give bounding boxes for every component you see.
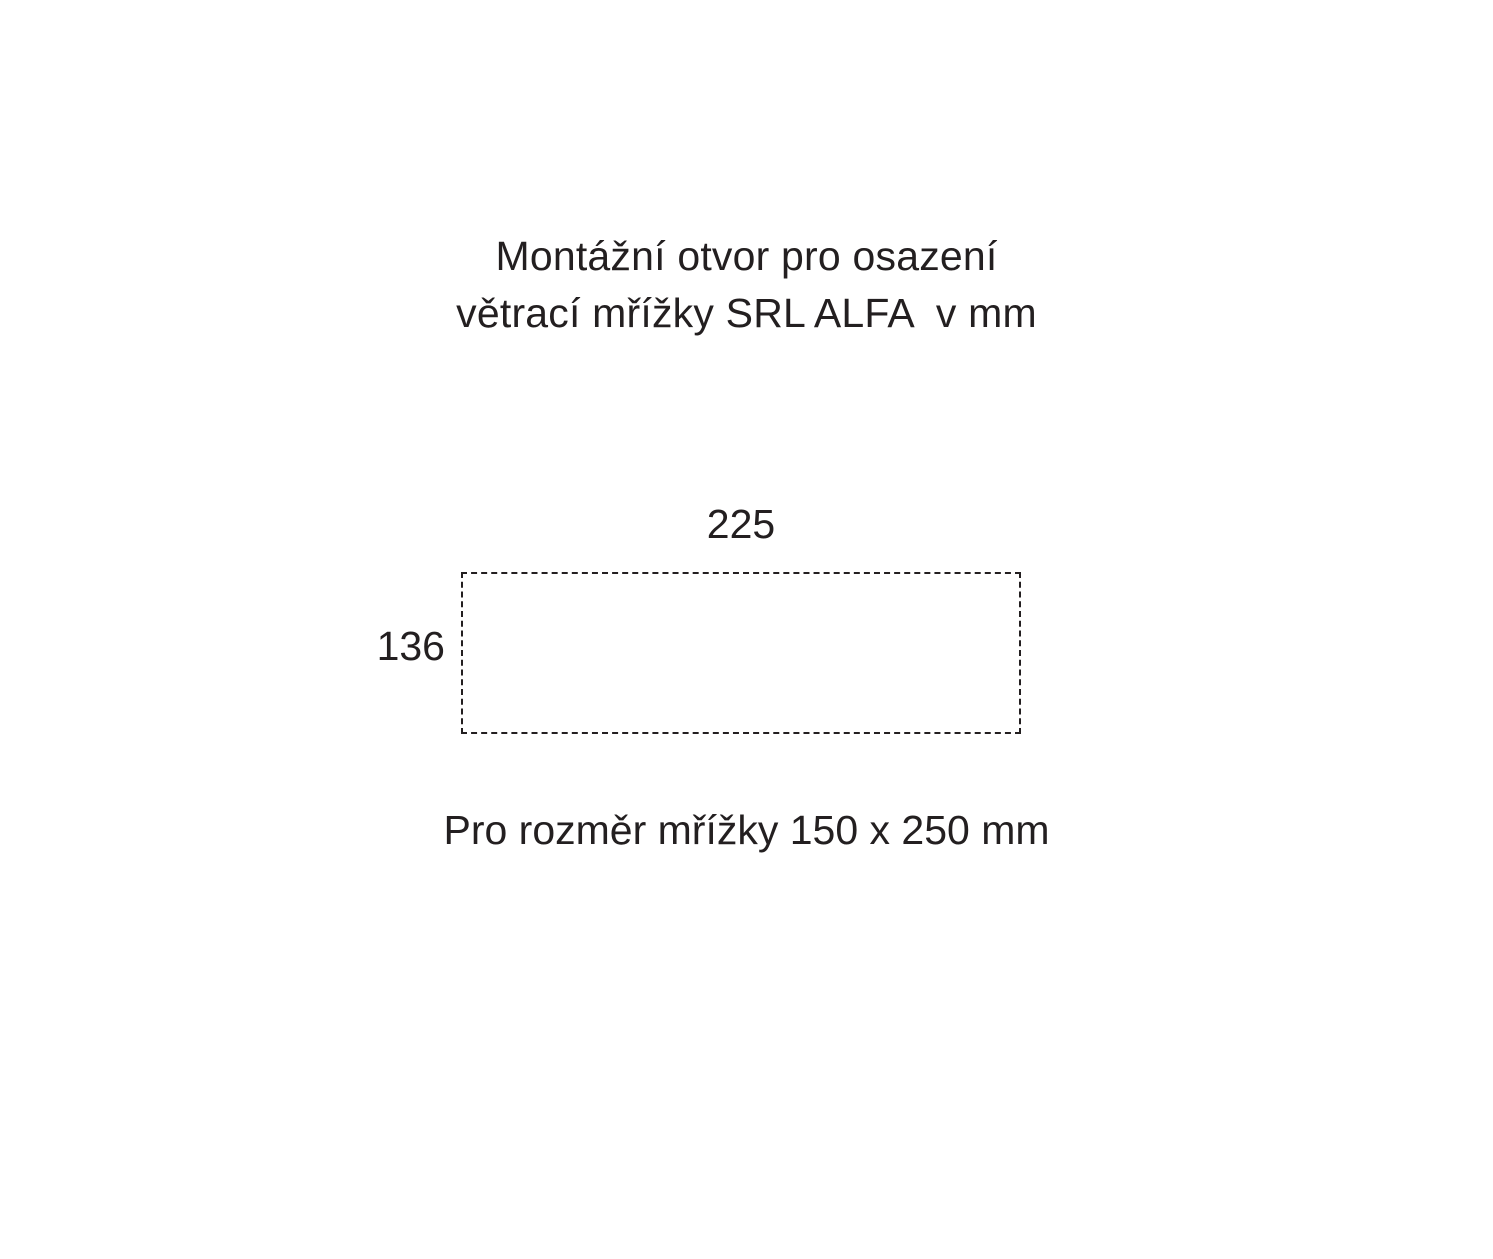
dimension-label-height: 136 xyxy=(376,623,445,669)
title-line-2: větrací mřížky SRL ALFA v mm xyxy=(456,290,1037,336)
caption-line-1: Pro rozměr mřížky 150 x 250 mm xyxy=(443,807,1050,853)
diagram-caption xyxy=(0,804,1493,856)
mounting-opening-rectangle xyxy=(461,572,1021,734)
title-line-1: Montážní otvor pro osazení xyxy=(495,233,998,279)
dimension-label-width: 225 xyxy=(706,501,776,547)
